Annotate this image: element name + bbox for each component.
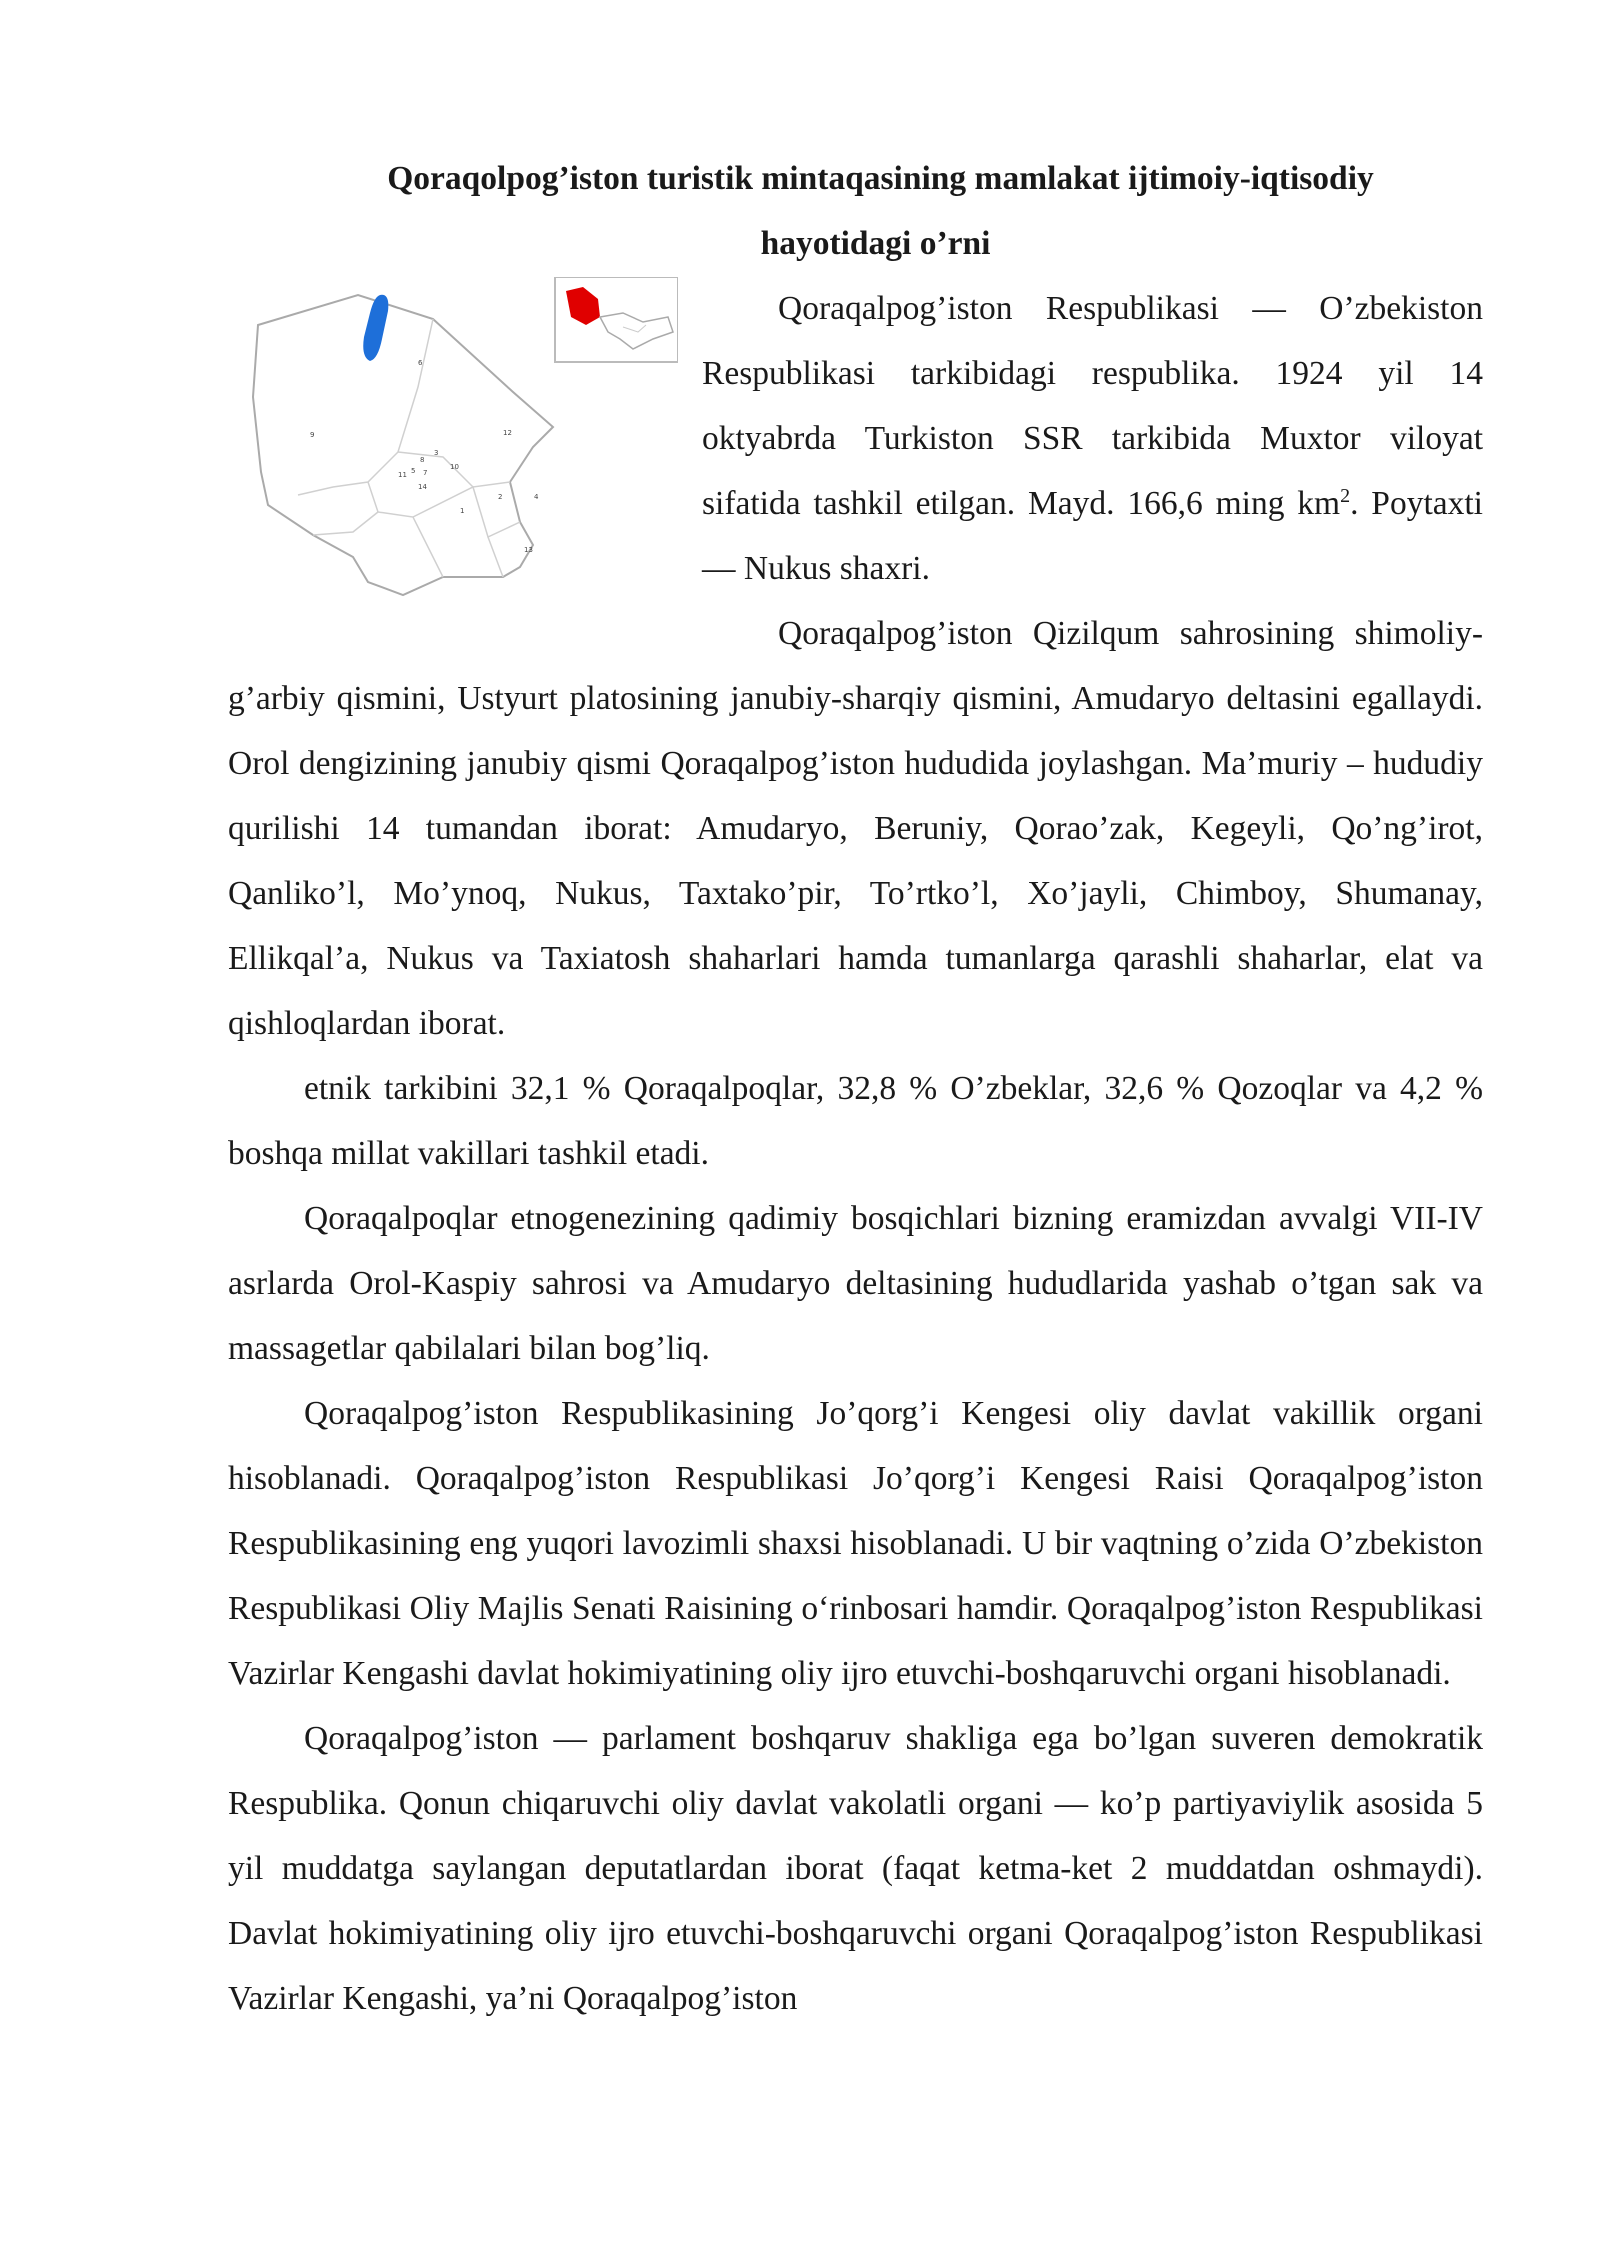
map-label-5: 5 [411,467,416,475]
paragraph-5: Qoraqalpog’iston Respublikasining Jo’qorg’i Kengesi oliy davlat vakillik organi hisoblanadi. Qoraqalpog’iston Respublikasi Jo’qorg’i Kengesi Raisi Qoraqalpog’iston Respublikasining eng yuqori lavozimli shaxsi hisoblanadi. U bir vaqtning o’zida O’zbekiston Respublikasi Oliy Majlis Senati Raisining o‘rinbosari hamdir. Qoraqalpog’iston Respublikasi Vazirlar Kengashi davlat hokimiyatining oliy ijro etuvchi-boshqaruvchi organi hisoblanadi. [228,1395,1483,1692]
superscript-2: 2 [1340,484,1351,507]
map-label-2: 2 [498,493,503,501]
map-label-1: 1 [460,507,465,515]
map-label-8: 8 [420,456,425,464]
paragraph-2: Qoraqalpog’iston Qizilqum sahrosining shimoliy-g’arbiy qismini, Ustyurt platosining janubiy-sharqiy qismini, Amudaryo deltasini egallaydi. Orol dengizining janubiy qismi Qoraqalpog’iston hududida joylashgan. Ma’muriy – hududiy qurilishi 14 tumandan iborat: Amudaryo, Beruniy, Qorao’zak, Kegeyli, Qo’ng’irot, Qanliko’l, Mo’ynoq, Nukus, Taxtako’pir, To’rtko’l, Xo’jayli, Chimboy, Shumanay, Ellikqal’a, Nukus va Taxiatosh shaharlari hamda tumanlarga qarashli shaharlar, elat va qishloqlardan iborat. [228,615,1483,1042]
paragraph-1: Qoraqalpog’iston Respublikasi — O’zbekiston Respublikasi tarkibidagi respublika. 1924 yil 14 oktyabrda Turkiston SSR tarkibida Muxtor viloyat sifatida tashkil etilgan. Mayd. 166,6 ming $km^2$. Poytaxti — Nukus shaxri. [702,290,1483,587]
map-label-10: 10 [450,463,459,471]
map-label-13: 13 [524,546,533,554]
map-label-11: 11 [398,471,407,479]
map-label-14: 14 [418,483,427,491]
document-title [228,146,1483,276]
map-label-4: 4 [534,493,539,501]
map-label-7: 7 [423,469,428,477]
title-line-2: hayotidagi o’rni [760,225,991,262]
map-label-6: 6 [418,359,423,367]
paragraph-6: Qoraqalpog’iston — parlament boshqaruv shakliga ega bo’lgan suveren demokratik Respublika. Qonun chiqaruvchi oliy davlat vakolatli organi — ko’p partiyaviylik asosida 5 yil muddatga saylangan deputatlardan iborat (faqat ketma-ket 2 muddatdan oshmaydi). Davlat hokimiyatining oliy ijro etuvchi-boshqaruvchi organi Qoraqalpog’iston Respublikasi Vazirlar Kengashi, ya’ni Qoraqalpog’iston [228,1720,1483,2017]
map-label-12: 12 [503,429,512,437]
karakalpakstan-map-icon [228,277,678,602]
map-label-3: 3 [434,449,439,457]
karakalpakstan-map-figure [228,277,678,602]
paragraph-3: etnik tarkibini 32,1 % Qoraqalpoqlar, 32,8 % O’zbeklar, 32,6 % Qozoqlar va 4,2 % boshqa millat vakillari tashkil etadi. [228,1070,1483,1172]
title-line-1: Qoraqolpog’iston turistik mintaqasining mamlakat ijtimoiy-iqtisodiy [387,160,1374,197]
paragraph-4: Qoraqalpoqlar etnogenezining qadimiy bosqichlari bizning eramizdan avvalgi VII-IV asrlarda Orol-Kaspiy sahrosi va Amudaryo deltasining hududlarida yashab o’tgan sak va massagetlar qabilalari bilan bog’liq. [228,1200,1483,1367]
map-label-9: 9 [310,431,315,439]
document-body [228,146,1483,2031]
